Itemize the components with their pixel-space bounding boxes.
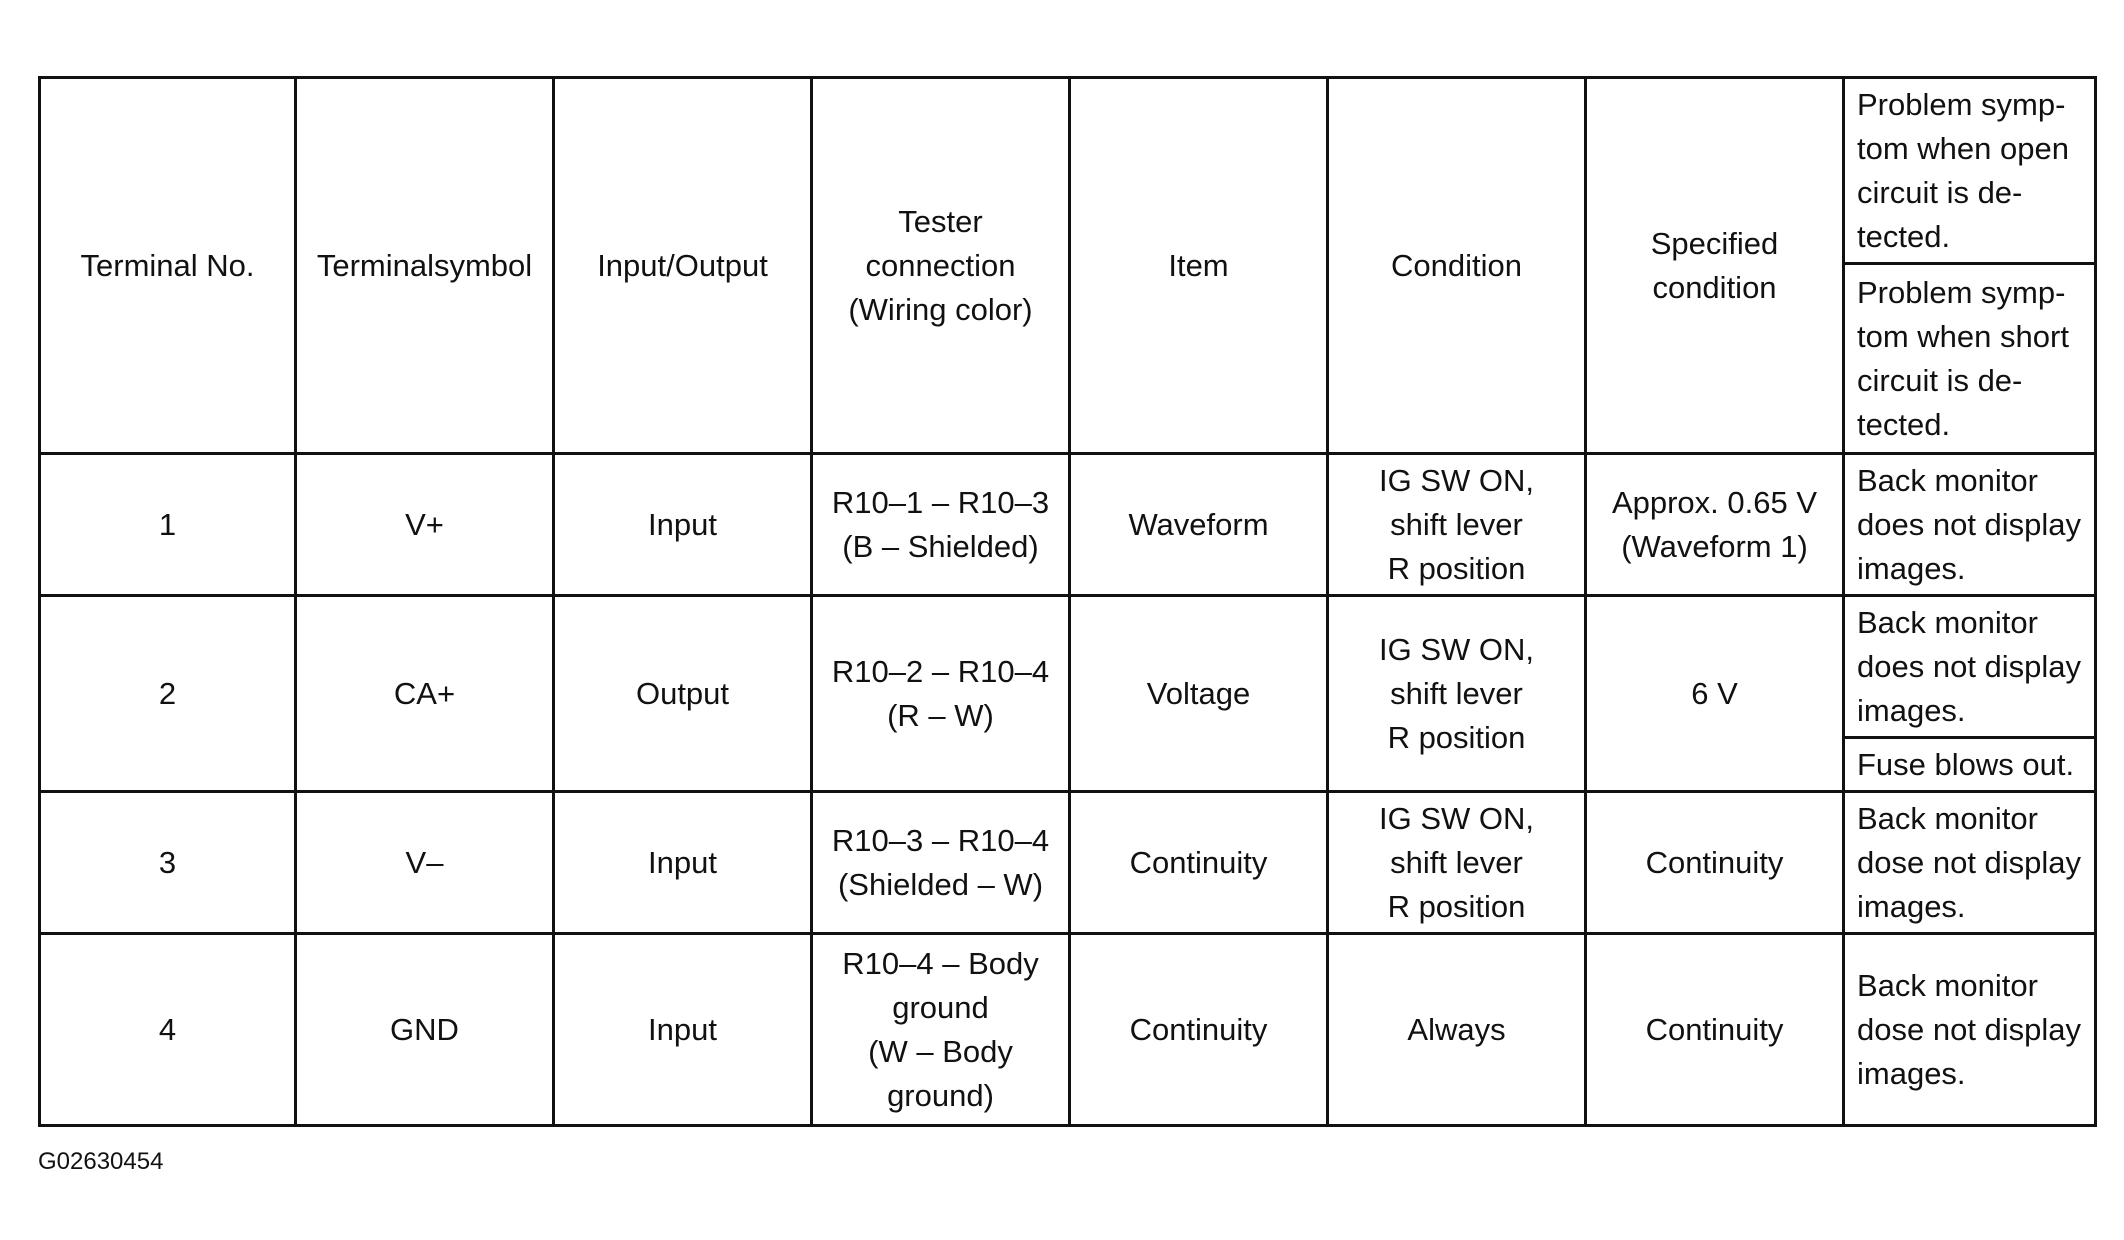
cell-tester-connection: R10–3 – R10–4 (Shielded – W)	[812, 792, 1070, 934]
cell-input-output: Input	[554, 792, 812, 934]
cell-problem-symptom: Back monitor dose not display images.	[1844, 934, 2096, 1126]
cell-input-output: Input	[554, 454, 812, 596]
cell-problem-symptom: Back monitor does not display images.	[1844, 454, 2096, 596]
cell-problem-symptom-short: Fuse blows out.	[1844, 738, 2096, 792]
cell-terminal-symbol: V–	[296, 792, 554, 934]
cell-tester-connection: R10–2 – R10–4 (R – W)	[812, 596, 1070, 792]
figure-code: G02630454	[38, 1148, 164, 1175]
cell-specified-condition: Approx. 0.65 V (Waveform 1)	[1586, 454, 1844, 596]
cell-item: Continuity	[1070, 792, 1328, 934]
cell-input-output: Output	[554, 596, 812, 792]
cell-specified-condition: Continuity	[1586, 792, 1844, 934]
cell-problem-symptom-open: Back monitor does not display images.	[1844, 596, 2096, 738]
terminal-spec-table	[38, 76, 2097, 1127]
table-row	[40, 792, 2096, 934]
cell-specified-condition: 6 V	[1586, 596, 1844, 792]
header-specified-condition: Specified condition	[1586, 78, 1844, 454]
cell-item: Waveform	[1070, 454, 1328, 596]
cell-specified-condition: Continuity	[1586, 934, 1844, 1126]
cell-terminal-symbol: GND	[296, 934, 554, 1126]
cell-terminal-symbol: CA+	[296, 596, 554, 792]
cell-terminal-no: 1	[40, 454, 296, 596]
cell-terminal-symbol: V+	[296, 454, 554, 596]
table-row	[40, 454, 2096, 596]
header-condition: Condition	[1328, 78, 1586, 454]
cell-condition: IG SW ON, shift lever R position	[1328, 596, 1586, 792]
header-input-output: Input/Output	[554, 78, 812, 454]
header-terminal-no: Terminal No.	[40, 78, 296, 454]
cell-condition: IG SW ON, shift lever R position	[1328, 454, 1586, 596]
cell-condition: Always	[1328, 934, 1586, 1126]
cell-item: Continuity	[1070, 934, 1328, 1126]
cell-problem-symptom: Back monitor dose not display images.	[1844, 792, 2096, 934]
table-row	[40, 596, 2096, 738]
cell-item: Voltage	[1070, 596, 1328, 792]
cell-tester-connection: R10–4 – Body ground (W – Body ground)	[812, 934, 1070, 1126]
cell-terminal-no: 2	[40, 596, 296, 792]
header-terminal-symbol: Terminalsymbol	[296, 78, 554, 454]
header-item: Item	[1070, 78, 1328, 454]
cell-terminal-no: 4	[40, 934, 296, 1126]
header-tester-connection: Tester connection (Wiring color)	[812, 78, 1070, 454]
cell-tester-connection: R10–1 – R10–3 (B – Shielded)	[812, 454, 1070, 596]
header-symptom-open: Problem symp- tom when open circuit is de- tected.	[1844, 78, 2096, 264]
cell-condition: IG SW ON, shift lever R position	[1328, 792, 1586, 934]
table-row	[40, 934, 2096, 1126]
terminal-spec-sheet	[38, 76, 2094, 1124]
cell-input-output: Input	[554, 934, 812, 1126]
header-symptom-short: Problem symp- tom when short circuit is de- tected.	[1844, 264, 2096, 454]
cell-terminal-no: 3	[40, 792, 296, 934]
header-row	[40, 78, 2096, 264]
